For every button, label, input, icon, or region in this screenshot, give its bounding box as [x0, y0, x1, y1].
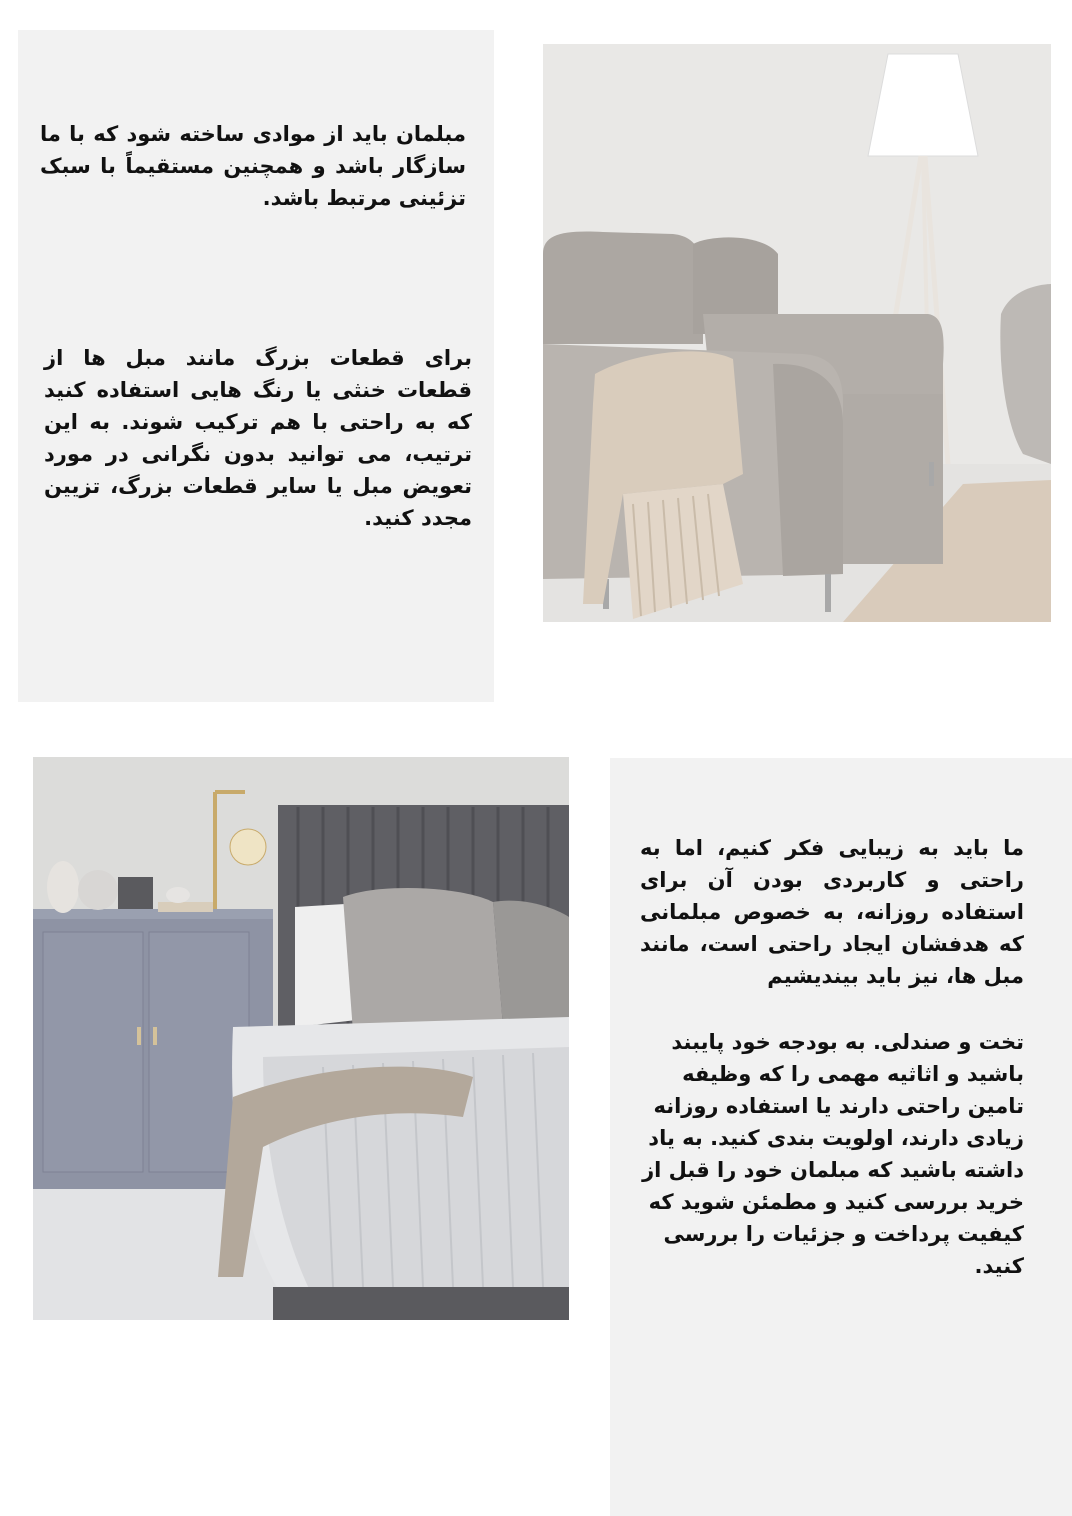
paragraph-materials: مبلمان باید از موادی ساخته شود که با ما سازگار باشد و همچنین مستقیماً با سبک تزئینی مرتبط باشد.: [40, 122, 466, 210]
sofa-lamp-photo: [543, 44, 1051, 622]
paragraph-budget: تخت و صندلی. به بودجه خود پایبند باشید و اثاثیه مهمی را که وظیفه تامین راحتی دارند یا استفاده روزانه زیادی دارند، اولویت بندی کنید. به یاد داشته باشید که مبلمان خود را قبل از خرید بررسی کنید و مطمئن شوید که کیفیت پرداخت و جزئیات را بررسی کنید.: [642, 1030, 1024, 1278]
paragraph-comfort: ما باید به زیبایی فکر کنیم، اما به راحتی و کاربردی بودن آن برای استفاده روزانه، به خصوص مبلمانی که هدفشان ایجاد راحتی است، مانند مبل ها، نیز باید بیندیشیم: [640, 836, 1024, 988]
paragraph-neutral-colors: برای قطعات بزرگ مانند مبل ها از قطعات خنثی یا رنگ هایی استفاده کنید که به راحتی با هم ترکیب شوند. به این ترتیب، می توانید بدون نگرانی در مورد تعویض مبل یا سایر قطعات بزرگ، تزیین مجدد کنید.: [44, 346, 472, 530]
bedroom-photo: [33, 757, 569, 1320]
